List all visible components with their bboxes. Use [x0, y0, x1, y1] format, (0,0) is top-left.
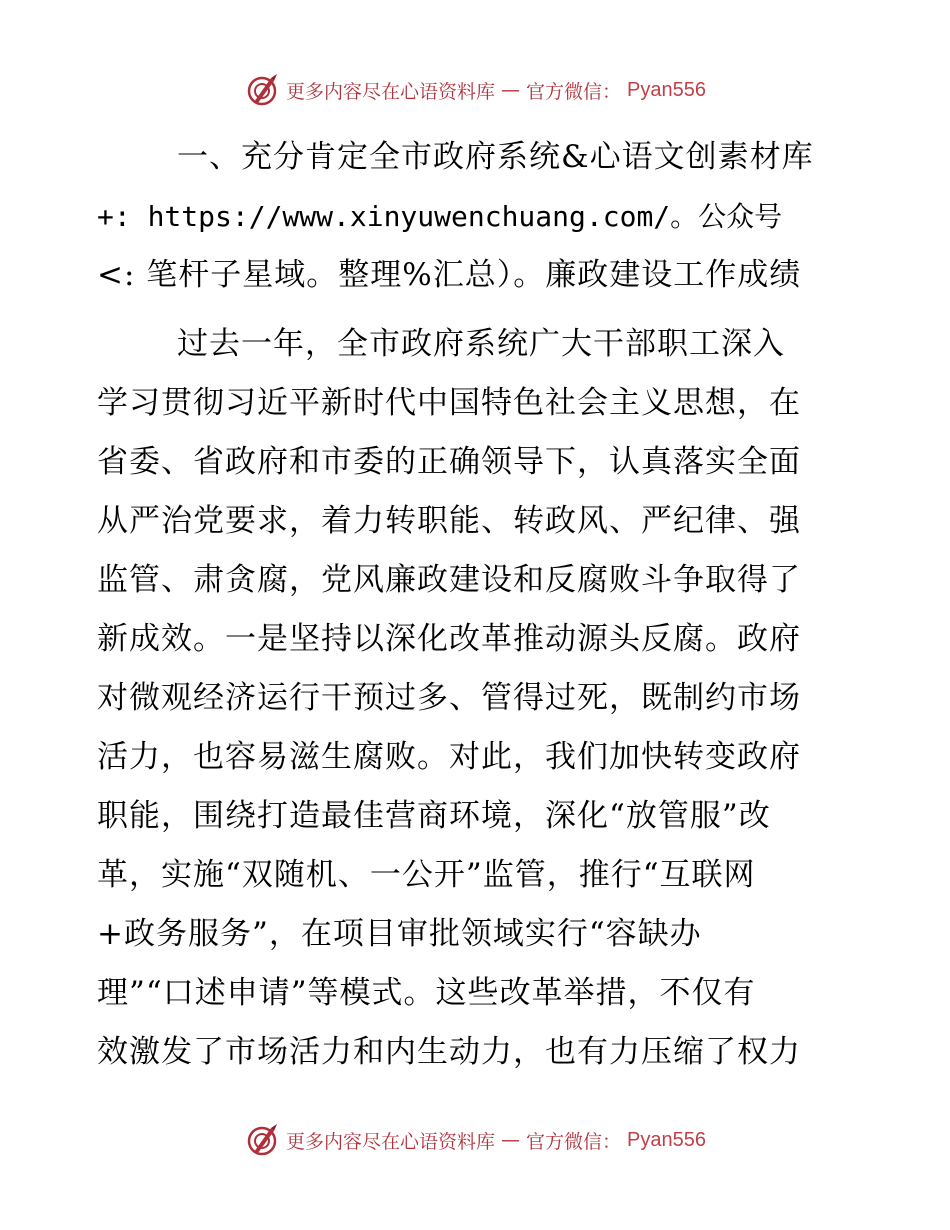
watermark-wechat-label: 官方微信： [526, 1130, 622, 1153]
paragraph-line: 新成效。一是坚持以深化改革推动源头反腐。政府 [97, 621, 801, 657]
paragraph-line: 从严治党要求，着力转职能、转政风、严纪律、强 [97, 503, 801, 539]
watermark-wechat-id: Pyan556 [627, 1128, 706, 1151]
paragraph-line: 学习贯彻习近平新时代中国特色社会主义思想，在 [97, 385, 801, 421]
watermark-brand-text: 更多内容尽在心语资料库 [286, 1130, 496, 1153]
heading-url-line: +: https://www.xinyuwenchuang.com/。公众号 [97, 200, 783, 233]
header-watermark [0, 70, 950, 110]
watermark-separator: — [501, 1129, 521, 1151]
watermark-brand-text: 更多内容尽在心语资料库 [286, 80, 496, 103]
section-heading [97, 128, 857, 305]
heading-line-2 [97, 187, 857, 246]
paragraph-line: 省委、省政府和市委的正确领导下，认真落实全面 [97, 444, 801, 480]
heading-line-3: <: 笔杆子星域。整理%汇总）。廉政建设工作成绩 [97, 257, 802, 293]
paragraph-line: 过去一年，全市政府系统广大干部职工深入 [177, 326, 785, 362]
paragraph-line: 对微观经济运行干预过多、管得过死，既制约市场 [97, 680, 801, 716]
paragraph-line: 监管、肃贪腐，党风廉政建设和反腐败斗争取得了 [97, 562, 801, 598]
paragraph-line: 职能，围绕打造最佳营商环境，深化“放管服”改 [97, 798, 771, 834]
paragraph-line: 革，实施“双随机、一公开”监管，推行“互联网 [97, 857, 756, 893]
footer-watermark [0, 1120, 950, 1160]
watermark-wechat-label: 官方微信： [526, 80, 622, 103]
paragraph-line: 理”“口述申请”等模式。这些改革举措，不仅有 [97, 975, 756, 1011]
watermark-separator: — [501, 79, 521, 101]
watermark-wechat-id: Pyan556 [627, 78, 706, 101]
quill-seal-icon [244, 72, 280, 108]
heading-line-1: 一、充分肯定全市政府系统&心语文创素材库 [177, 139, 814, 175]
quill-seal-icon [244, 1122, 280, 1158]
document-body [97, 128, 857, 1082]
paragraph-line: +政务服务”，在项目审批领域实行“容缺办 [97, 916, 702, 952]
paragraph-line: 活力，也容易滋生腐败。对此，我们加快转变政府 [97, 739, 801, 775]
body-paragraph [97, 315, 857, 1082]
paragraph-line: 效激发了市场活力和内生动力，也有力压缩了权力 [97, 1034, 801, 1070]
